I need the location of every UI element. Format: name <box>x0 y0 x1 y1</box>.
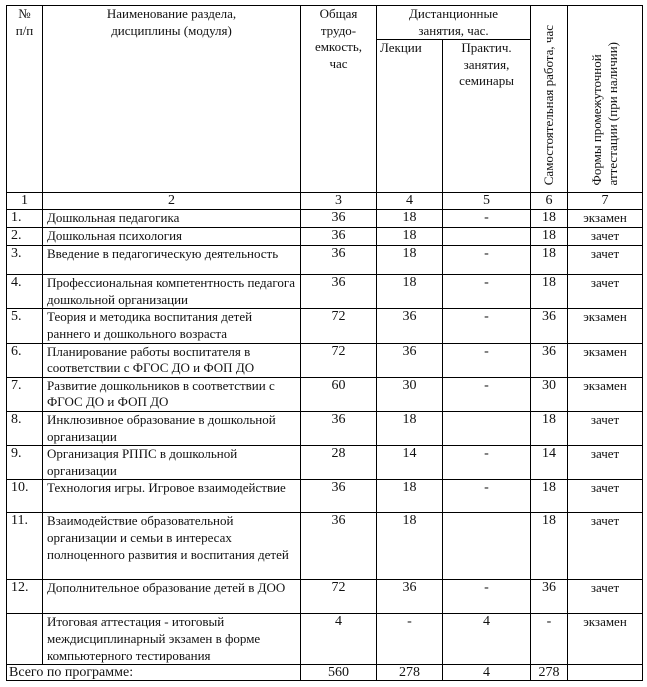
header-number-line2: п/п <box>15 22 34 38</box>
totals-attestation-form <box>568 665 643 681</box>
table-row <box>7 446 643 480</box>
header-practice-line3: семинары <box>459 73 514 89</box>
discipline-name: Инклюзивное образование в дошкольной организации <box>43 411 301 445</box>
lecture-hours: 18 <box>377 411 443 445</box>
row-number: 9. <box>7 446 43 480</box>
header-number-line1: № <box>18 6 31 21</box>
discipline-name: Организация РППС в дошкольной организации <box>43 446 301 480</box>
self-study-hours: 36 <box>531 309 568 343</box>
column-numbers-row <box>7 193 643 210</box>
column-number: 2 <box>43 193 301 210</box>
attestation-form: экзамен <box>568 309 643 343</box>
practice-hours: - <box>443 343 531 377</box>
lecture-hours: 14 <box>377 446 443 480</box>
attestation-form: зачет <box>568 275 643 309</box>
discipline-name: Дополнительное образование детей в ДОО <box>43 580 301 614</box>
row-number: 2. <box>7 228 43 246</box>
totals-total-hours: 560 <box>301 665 377 681</box>
header-total-line2: трудо- <box>320 22 357 38</box>
row-number: 6. <box>7 343 43 377</box>
header-practice <box>443 40 531 193</box>
column-number: 5 <box>443 193 531 210</box>
practice-hours: - <box>443 275 531 309</box>
self-study-hours: 18 <box>531 480 568 513</box>
header-total-line1: Общая <box>319 6 358 21</box>
totals-row <box>7 665 643 681</box>
total-hours: 60 <box>301 377 377 411</box>
attestation-form: зачет <box>568 246 643 275</box>
totals-self-study-hours: 278 <box>531 665 568 681</box>
self-study-hours: 18 <box>531 210 568 228</box>
practice-hours: - <box>443 246 531 275</box>
total-hours: 72 <box>301 309 377 343</box>
row-number: 12. <box>7 580 43 614</box>
lecture-hours: 18 <box>377 513 443 580</box>
lecture-hours: 18 <box>377 210 443 228</box>
header-distance-group <box>377 6 531 40</box>
header-number <box>7 6 43 193</box>
attestation-form: зачет <box>568 513 643 580</box>
header-total-line3: емкость, <box>314 39 363 55</box>
self-study-hours: - <box>531 614 568 665</box>
table-row <box>7 275 643 309</box>
self-study-hours: 18 <box>531 228 568 246</box>
header-total-hours <box>301 6 377 193</box>
discipline-name: Взаимодействие образовательной организации и семьи в интересах полноценного развития и воспитания детей <box>43 513 301 580</box>
column-number: 1 <box>7 193 43 210</box>
self-study-hours: 36 <box>531 580 568 614</box>
header-attestation-line1: Формы промежуточной <box>589 54 604 186</box>
practice-hours: - <box>443 580 531 614</box>
total-hours: 36 <box>301 228 377 246</box>
practice-hours: - <box>443 309 531 343</box>
header-distance-line1: Дистанционные <box>409 6 498 21</box>
lecture-hours: 36 <box>377 343 443 377</box>
practice-hours: 4 <box>443 614 531 665</box>
curriculum-table <box>6 5 643 681</box>
discipline-name: Теория и методика воспитания детей раннего и дошкольного возраста <box>43 309 301 343</box>
lecture-hours: 30 <box>377 377 443 411</box>
discipline-name: Итоговая аттестация - итоговый междисциплинарный экзамен в форме компьютерного тестирования <box>43 614 301 665</box>
header-self-study <box>531 6 568 193</box>
total-hours: 72 <box>301 580 377 614</box>
row-number: 11. <box>7 513 43 580</box>
self-study-hours: 18 <box>531 513 568 580</box>
row-number <box>7 614 43 665</box>
attestation-form: зачет <box>568 580 643 614</box>
header-lectures <box>377 40 443 193</box>
discipline-name: Развитие дошкольников в соответствии с ФГОС ДО и ФОП ДО <box>43 377 301 411</box>
header-name <box>43 6 301 193</box>
discipline-name: Введение в педагогическую деятельность <box>43 246 301 275</box>
table-row <box>7 480 643 513</box>
discipline-name: Технология игры. Игровое взаимодействие <box>43 480 301 513</box>
discipline-name: Профессиональная компетентность педагога дошкольной организации <box>43 275 301 309</box>
header-practice-line2: занятия, <box>463 56 510 72</box>
practice-hours: - <box>443 377 531 411</box>
header-distance-line2: занятия, час. <box>418 22 489 38</box>
attestation-form: зачет <box>568 411 643 445</box>
self-study-hours: 36 <box>531 343 568 377</box>
lecture-hours: 18 <box>377 275 443 309</box>
totals-practice-hours: 4 <box>443 665 531 681</box>
total-hours: 4 <box>301 614 377 665</box>
row-number: 8. <box>7 411 43 445</box>
total-hours: 36 <box>301 411 377 445</box>
practice-hours <box>443 513 531 580</box>
header-practice-line1: Практич. <box>461 40 512 56</box>
total-hours: 36 <box>301 275 377 309</box>
discipline-name: Дошкольная педагогика <box>43 210 301 228</box>
totals-label: Всего по программе: <box>7 665 301 681</box>
header-attestation-form <box>568 6 643 193</box>
practice-hours <box>443 411 531 445</box>
table-row <box>7 411 643 445</box>
header-attestation-text <box>589 42 621 185</box>
table-row-final-attestation <box>7 614 643 665</box>
lecture-hours: 18 <box>377 246 443 275</box>
self-study-hours: 18 <box>531 246 568 275</box>
row-number: 4. <box>7 275 43 309</box>
practice-hours: - <box>443 210 531 228</box>
self-study-hours: 14 <box>531 446 568 480</box>
column-number: 7 <box>568 193 643 210</box>
table-row <box>7 513 643 580</box>
lecture-hours: 36 <box>377 580 443 614</box>
total-hours: 36 <box>301 246 377 275</box>
total-hours: 28 <box>301 446 377 480</box>
total-hours: 36 <box>301 210 377 228</box>
discipline-name: Дошкольная психология <box>43 228 301 246</box>
lecture-hours: 18 <box>377 480 443 513</box>
lecture-hours: 18 <box>377 228 443 246</box>
header-attestation-line2: аттестации (при наличии) <box>605 42 620 186</box>
table-row <box>7 377 643 411</box>
header-name-line1: Наименование раздела, <box>106 6 237 21</box>
total-hours: 72 <box>301 343 377 377</box>
attestation-form: зачет <box>568 228 643 246</box>
attestation-form: экзамен <box>568 343 643 377</box>
totals-lecture-hours: 278 <box>377 665 443 681</box>
column-number: 4 <box>377 193 443 210</box>
table-row <box>7 210 643 228</box>
table-row <box>7 309 643 343</box>
row-number: 7. <box>7 377 43 411</box>
header-self-study-text: Самостоятельная работа, час <box>541 25 556 186</box>
total-hours: 36 <box>301 513 377 580</box>
self-study-hours: 30 <box>531 377 568 411</box>
header-lectures-text: Лекции <box>380 40 422 56</box>
lecture-hours: - <box>377 614 443 665</box>
practice-hours: - <box>443 480 531 513</box>
practice-hours: - <box>443 446 531 480</box>
attestation-form: зачет <box>568 480 643 513</box>
attestation-form: экзамен <box>568 614 643 665</box>
attestation-form: экзамен <box>568 377 643 411</box>
table-row <box>7 343 643 377</box>
table-row <box>7 246 643 275</box>
practice-hours <box>443 228 531 246</box>
column-number: 3 <box>301 193 377 210</box>
row-number: 5. <box>7 309 43 343</box>
header-name-line2: дисциплины (модуля) <box>111 22 232 38</box>
attestation-form: зачет <box>568 446 643 480</box>
lecture-hours: 36 <box>377 309 443 343</box>
header-total-line4: час <box>329 55 348 71</box>
self-study-hours: 18 <box>531 275 568 309</box>
self-study-hours: 18 <box>531 411 568 445</box>
total-hours: 36 <box>301 480 377 513</box>
table-row <box>7 580 643 614</box>
row-number: 10. <box>7 480 43 513</box>
table-row <box>7 228 643 246</box>
row-number: 1. <box>7 210 43 228</box>
row-number: 3. <box>7 246 43 275</box>
discipline-name: Планирование работы воспитателя в соответствии с ФГОС ДО и ФОП ДО <box>43 343 301 377</box>
attestation-form: экзамен <box>568 210 643 228</box>
column-number: 6 <box>531 193 568 210</box>
